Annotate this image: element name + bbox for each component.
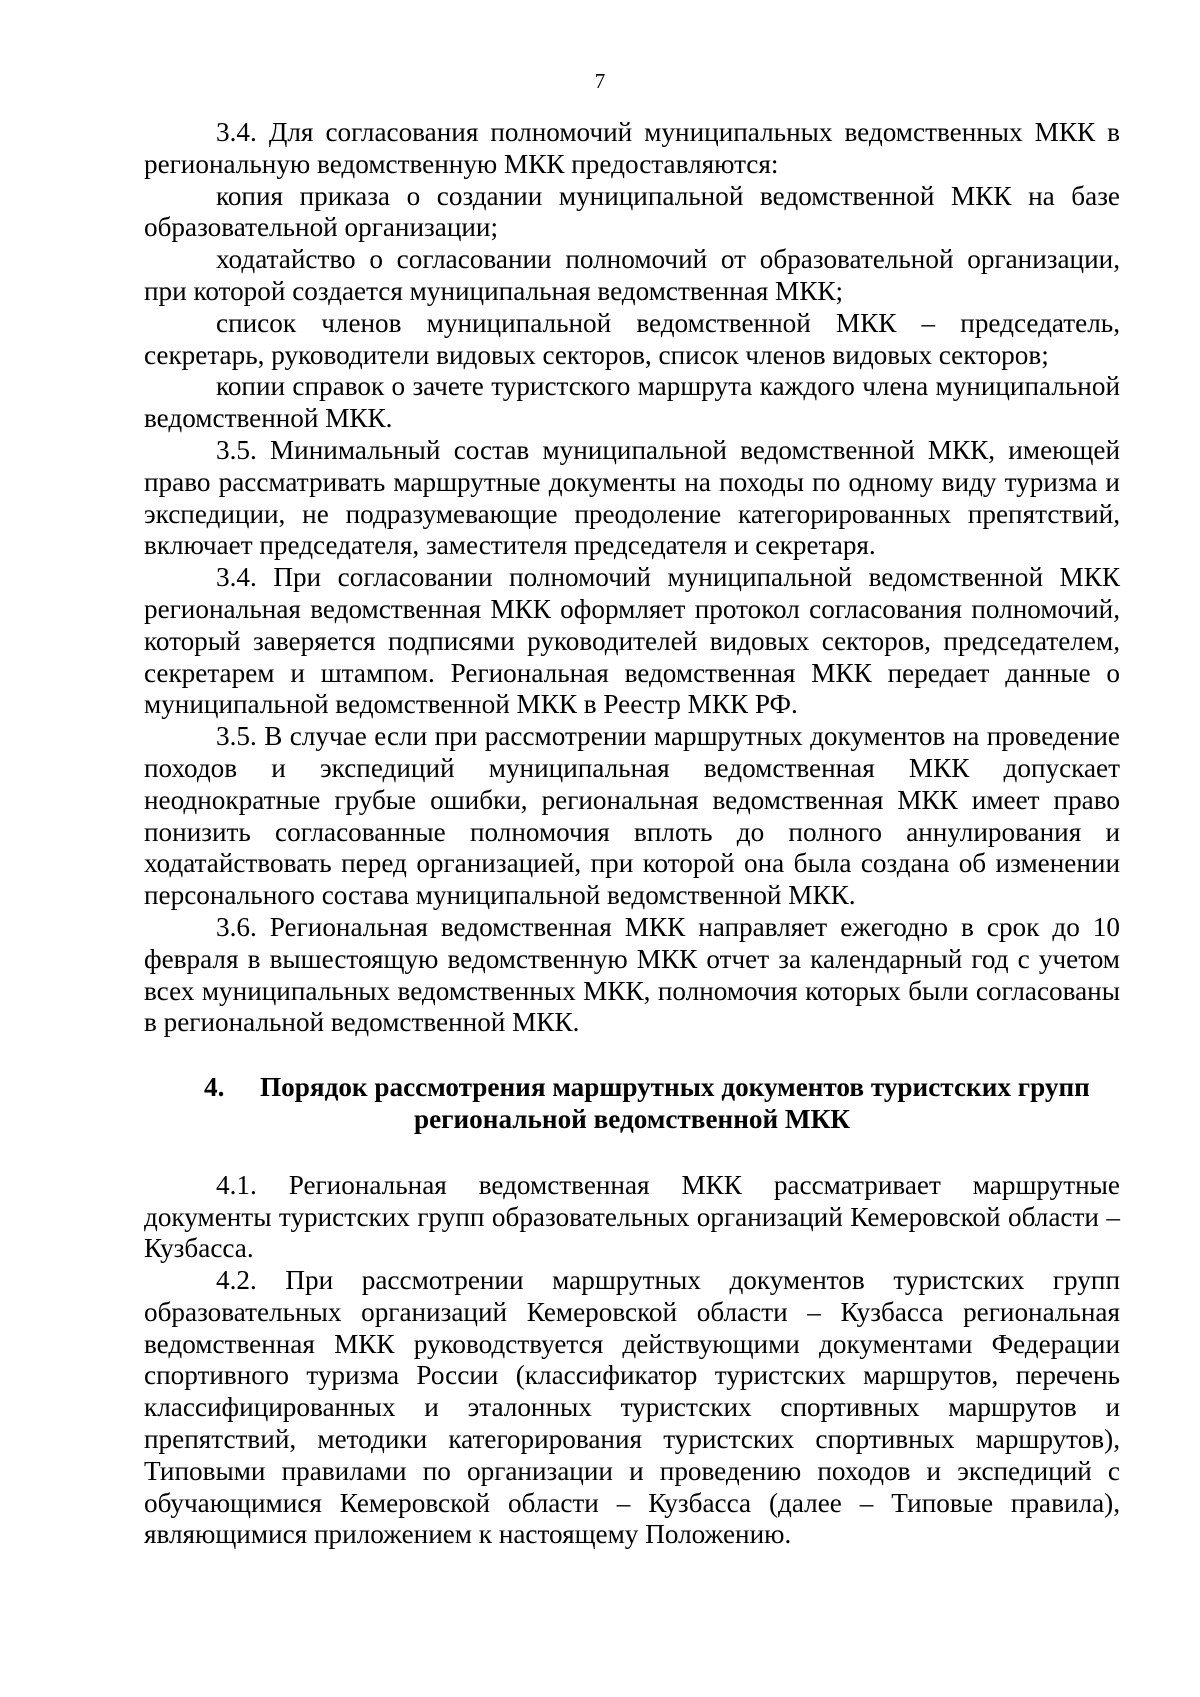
page-number: 7 [594, 69, 606, 93]
section-heading-line-1 [144, 1072, 1120, 1104]
paragraph: список членов муниципальной ведомственной МКК – председатель, секретарь, руководители видовых секторов, список членов видовых секторов; [144, 307, 1120, 370]
paragraph: копии справок о зачете туристского маршрута каждого члена муниципальной ведомственной МКК. [144, 371, 1120, 434]
paragraph: 3.4. Для согласования полномочий муниципальных ведомственных МКК в региональную ведомственную МКК предоставляются: [144, 117, 1120, 179]
paragraph: 3.5. В случае если при рассмотрении маршрутных документов на проведение походов и экспедиций муниципальная ведомственная МКК допускает неоднократные грубые ошибки, региональная ведомственная МКК имеет право понизить согласованные полномочия вплоть до полного аннулирования и ходатайствовать перед организацией, при которой она была создана об изменении персонального состава муниципальной ведомственной МКК. [144, 721, 1120, 911]
document-body [144, 117, 1120, 1551]
section-heading [144, 1072, 1120, 1136]
paragraph: 3.4. При согласовании полномочий муниципальной ведомственной МКК региональная ведомственная МКК оформляет протокол согласования полномочий, который заверяется подписями руководителей видовых секторов, председателем, секретарем и штампом. Региональная ведомственная МКК передает данные о муниципальной ведомственной МКК в Реестр МКК РФ. [144, 562, 1120, 720]
paragraph: 4.1. Региональная ведомственная МКК рассматривает маршрутные документы туристских групп образовательных организаций Кемеровской области – Кузбасса. [144, 1169, 1120, 1264]
section-title-part-1: Порядок рассмотрения маршрутных документов туристских групп [260, 1072, 1090, 1103]
paragraph: ходатайство о согласовании полномочий от образовательной организации, при которой создается муниципальная ведомственная МКК; [144, 244, 1120, 306]
paragraph: 4.2. При рассмотрении маршрутных документов туристских групп образовательных организаций Кемеровской области – Кузбасса региональная ведомственная МКК руководствуется действующими документами Федерации спортивного туризма России (классификатор туристских маршрутов, перечень классифицированных и эталонных туристских спортивных маршрутов и препятствий, методики категорирования туристских спортивных маршрутов), Типовыми правилами по организации и проведению походов и экспедиций с обучающимися Кемеровской области – Кузбасса (далее – Типовые правила), являющимися приложением к настоящему Положению. [144, 1265, 1120, 1550]
paragraph: копия приказа о создании муниципальной ведомственной МКК на базе образовательной организации; [144, 180, 1120, 243]
paragraph: 3.6. Региональная ведомственная МКК направляет ежегодно в срок до 10 февраля в вышестоящую ведомственную МКК отчет за календарный год с учетом всех муниципальных ведомственных МКК, полномочия которых были согласованы в региональной ведомственной МКК. [144, 911, 1120, 1038]
section-title-part-2: региональной ведомственной МКК [413, 1103, 851, 1134]
paragraph: 3.5. Минимальный состав муниципальной ведомственной МКК, имеющей право рассматривать маршрутные документы на походы по одному виду туризма и экспедиции, не подразумевающие преодоление категорированных препятствий, включает председателя, заместителя председателя и секретаря. [144, 434, 1120, 561]
section-number: 4. [204, 1072, 225, 1103]
